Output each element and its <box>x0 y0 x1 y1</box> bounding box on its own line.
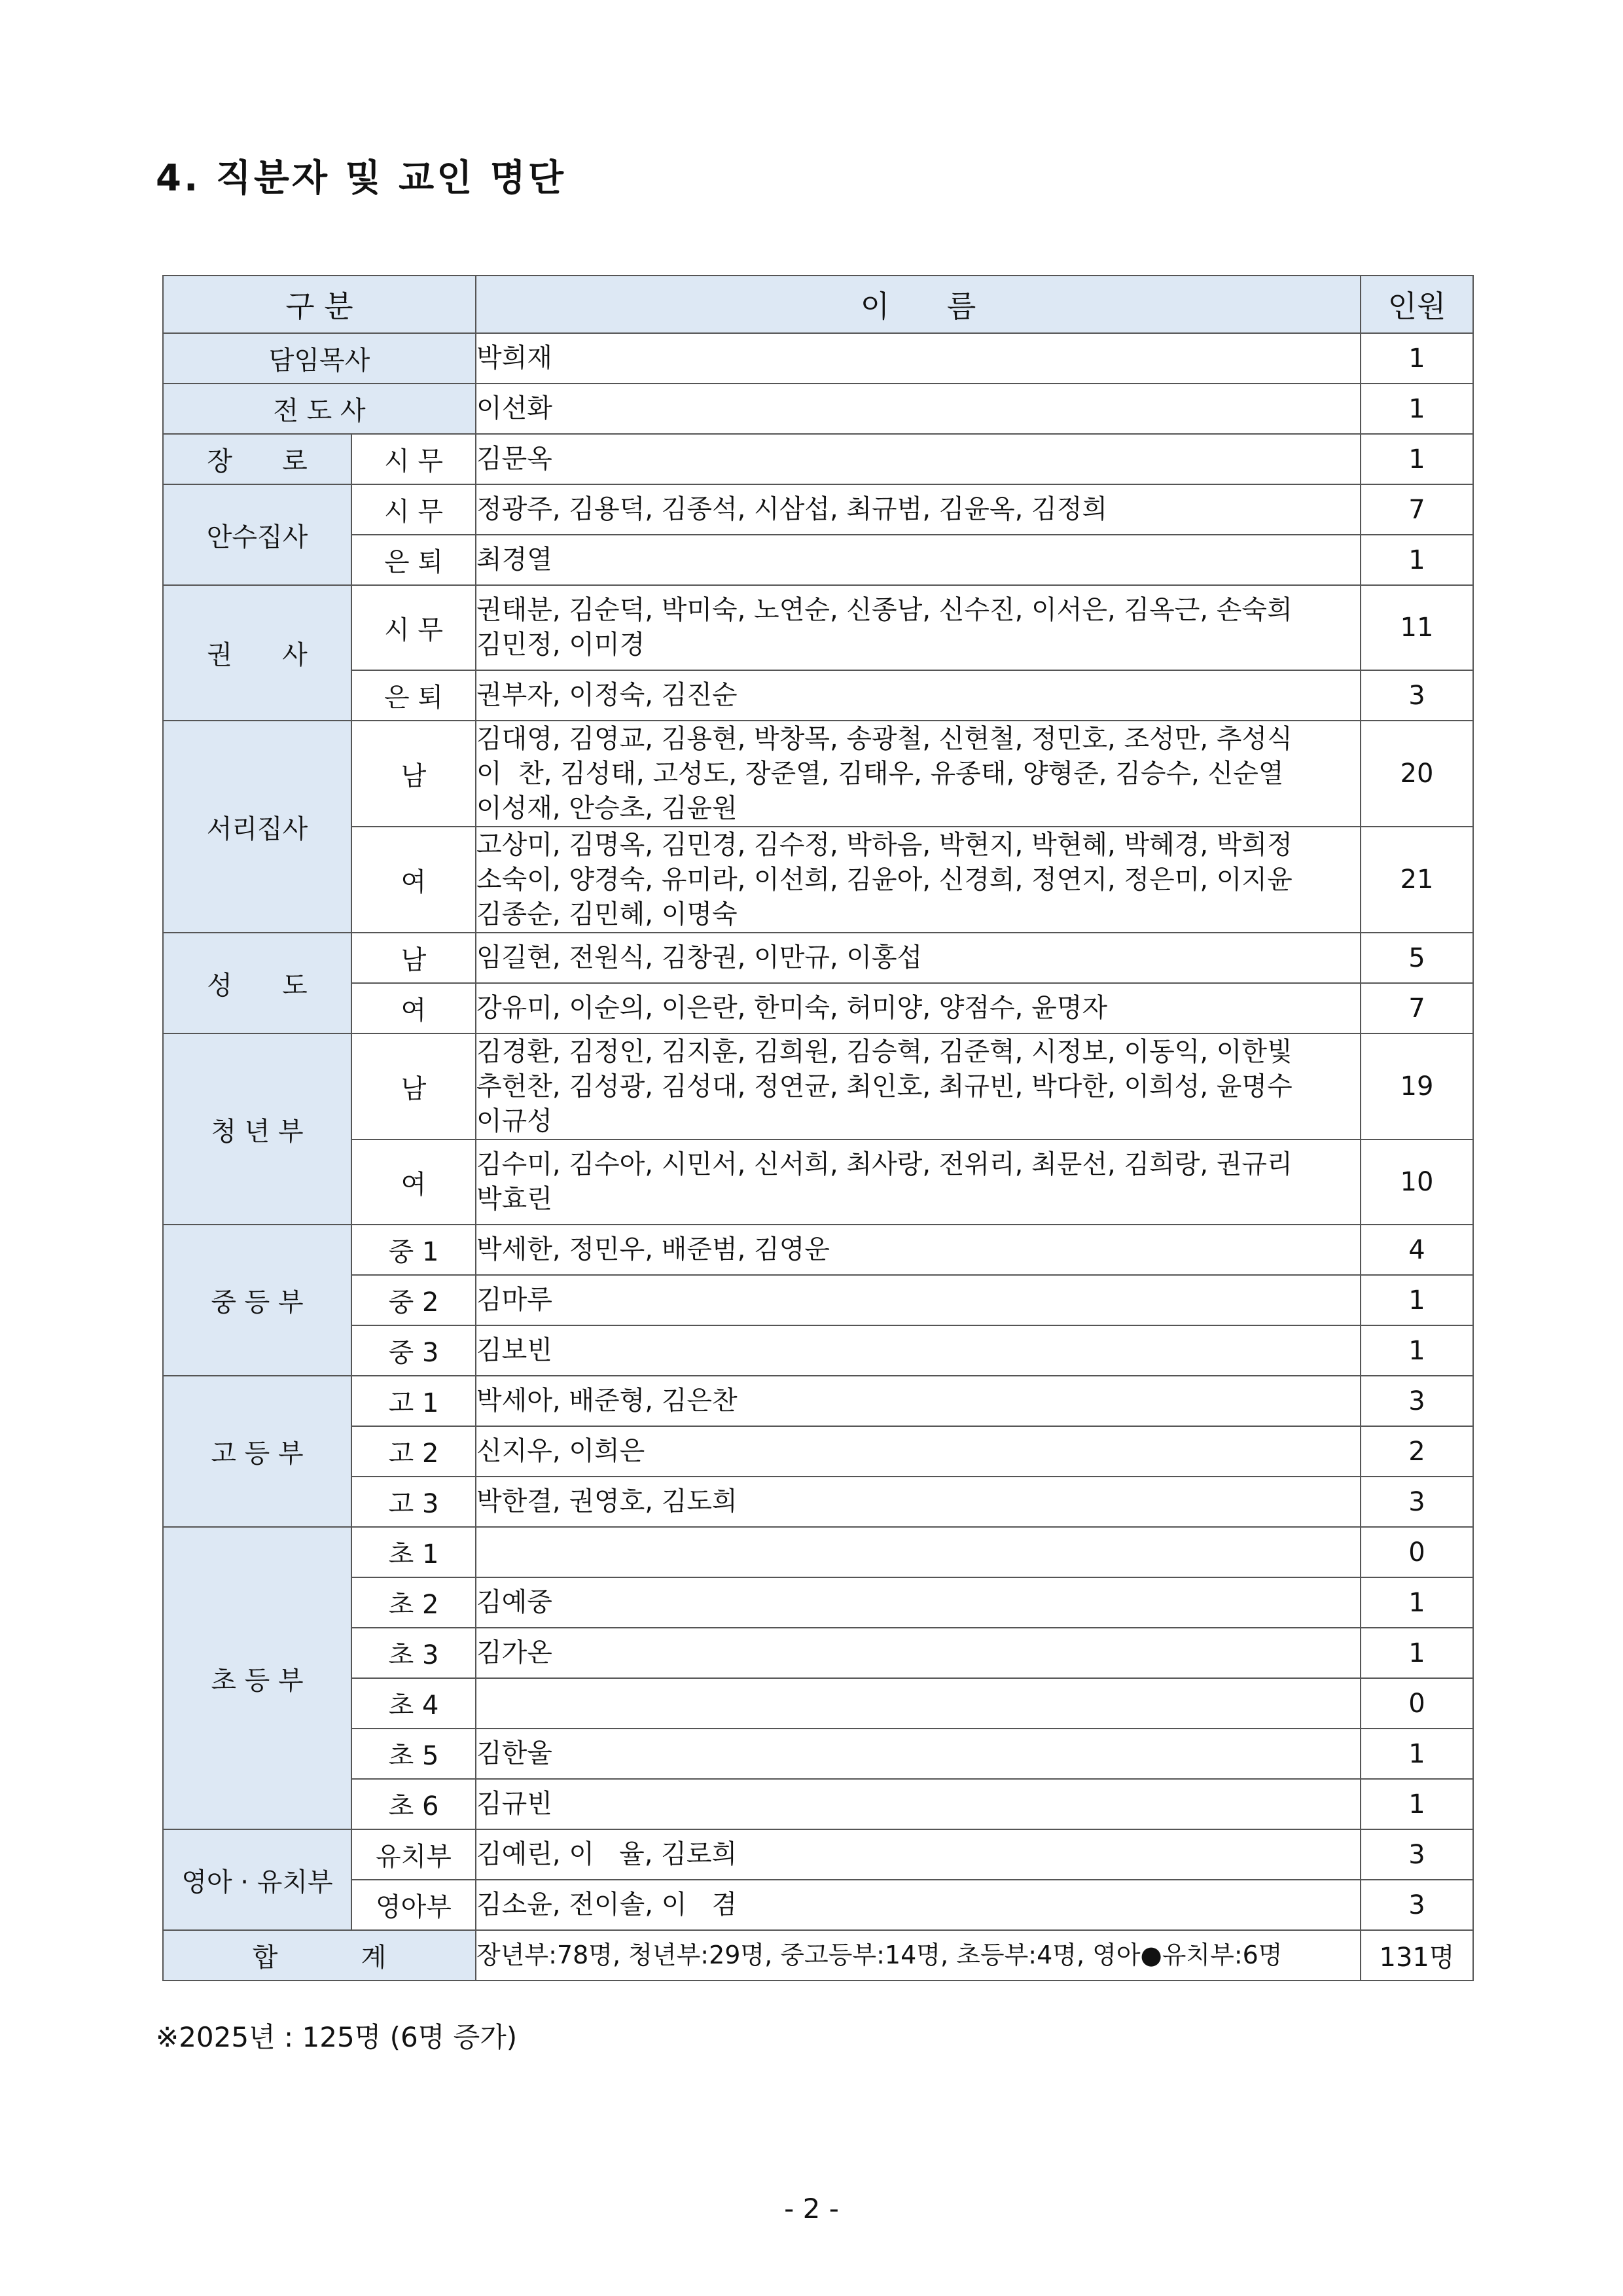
subcategory-cell: 시 무 <box>351 585 476 670</box>
table-header-row <box>163 276 1473 333</box>
names-cell <box>476 1139 1361 1225</box>
table-row <box>163 983 1473 1033</box>
names-cell: 최경열 <box>476 535 1361 585</box>
table-row <box>163 721 1473 827</box>
category-cell: 전 도 사 <box>163 384 476 434</box>
subcategory-cell: 고 2 <box>351 1426 476 1477</box>
category-cell: 담임목사 <box>163 333 476 384</box>
names-cell: 김예중 <box>476 1577 1361 1628</box>
total-count: 131명 <box>1361 1930 1473 1981</box>
count-cell: 3 <box>1361 1880 1473 1930</box>
count-cell: 1 <box>1361 333 1473 384</box>
subcategory-cell: 남 <box>351 721 476 827</box>
count-cell: 7 <box>1361 484 1473 535</box>
table-row <box>163 827 1473 933</box>
names-cell: 이선화 <box>476 384 1361 434</box>
table-row <box>163 333 1473 384</box>
count-cell: 5 <box>1361 933 1473 983</box>
header-category: 구 분 <box>163 276 476 333</box>
category-cell: 성 도 <box>163 933 351 1033</box>
total-breakdown: 장년부:78명, 청년부:29명, 중고등부:14명, 초등부:4명, 영아●유치부:6명 <box>476 1930 1361 1981</box>
count-cell: 4 <box>1361 1225 1473 1275</box>
count-cell: 1 <box>1361 535 1473 585</box>
count-cell: 1 <box>1361 434 1473 484</box>
table-row <box>163 484 1473 535</box>
category-cell: 중 등 부 <box>163 1225 351 1376</box>
names-cell: 박세한, 정민우, 배준범, 김영운 <box>476 1225 1361 1275</box>
names-line: 김대영, 김영교, 김용현, 박창목, 송광철, 신현철, 정민호, 조성만, 추성식 <box>476 723 1293 754</box>
table-row <box>163 1426 1473 1477</box>
count-cell: 11 <box>1361 585 1473 670</box>
table-row <box>163 1033 1473 1139</box>
category-cell: 안수집사 <box>163 484 351 585</box>
category-cell: 청 년 부 <box>163 1033 351 1225</box>
table-row <box>163 1729 1473 1779</box>
subcategory-cell: 유치부 <box>351 1829 476 1880</box>
names-cell: 김규빈 <box>476 1779 1361 1829</box>
table-row <box>163 1275 1473 1325</box>
subcategory-cell: 초 2 <box>351 1577 476 1628</box>
table-row <box>163 1225 1473 1275</box>
names-cell: 김한울 <box>476 1729 1361 1779</box>
names-cell: 신지우, 이희은 <box>476 1426 1361 1477</box>
count-cell: 3 <box>1361 1477 1473 1527</box>
table-row <box>163 434 1473 484</box>
count-cell: 0 <box>1361 1527 1473 1577</box>
subcategory-cell: 중 3 <box>351 1325 476 1376</box>
names-line: 이규성 <box>476 1105 552 1136</box>
total-row <box>163 1930 1473 1981</box>
total-label: 합 계 <box>163 1930 476 1981</box>
table-row <box>163 1628 1473 1678</box>
table-row <box>163 1779 1473 1829</box>
names-line: 김경환, 김정인, 김지훈, 김희원, 김승혁, 김준혁, 시정보, 이동익, 이한빛 <box>476 1036 1293 1067</box>
count-cell: 20 <box>1361 721 1473 827</box>
count-cell: 0 <box>1361 1678 1473 1729</box>
member-roster-table <box>162 275 1474 1981</box>
names-cell: 임길현, 전원식, 김창권, 이만규, 이홍섭 <box>476 933 1361 983</box>
subcategory-cell: 초 4 <box>351 1678 476 1729</box>
count-cell: 3 <box>1361 1376 1473 1426</box>
subcategory-cell: 고 3 <box>351 1477 476 1527</box>
names-cell: 권부자, 이정숙, 김진순 <box>476 670 1361 721</box>
names-cell: 김보빈 <box>476 1325 1361 1376</box>
subcategory-cell: 여 <box>351 983 476 1033</box>
subcategory-cell: 초 3 <box>351 1628 476 1678</box>
names-line: 김종순, 김민혜, 이명숙 <box>476 899 738 929</box>
table-row <box>163 1325 1473 1376</box>
names-line: 김민정, 이미경 <box>476 630 645 660</box>
subcategory-cell: 남 <box>351 1033 476 1139</box>
count-cell: 1 <box>1361 1577 1473 1628</box>
comparison-note: ※2025년 : 125명 (6명 증가) <box>156 2021 518 2053</box>
subcategory-cell: 중 2 <box>351 1275 476 1325</box>
subcategory-cell: 초 6 <box>351 1779 476 1829</box>
table-row <box>163 1678 1473 1729</box>
table-row <box>163 670 1473 721</box>
category-cell: 권 사 <box>163 585 351 721</box>
names-cell: 박세아, 배준형, 김은찬 <box>476 1376 1361 1426</box>
count-cell: 1 <box>1361 384 1473 434</box>
table-row <box>163 1829 1473 1880</box>
names-cell: 정광주, 김용덕, 김종석, 시삼섭, 최규범, 김윤옥, 김정희 <box>476 484 1361 535</box>
category-cell: 서리집사 <box>163 721 351 933</box>
table-row <box>163 1577 1473 1628</box>
table-row <box>163 1139 1473 1225</box>
page-title: 4. 직분자 및 교인 명단 <box>156 157 566 200</box>
names-cell <box>476 721 1361 827</box>
header-count: 인원 <box>1361 276 1473 333</box>
table-row <box>163 1880 1473 1930</box>
names-cell: 박희재 <box>476 333 1361 384</box>
subcategory-cell: 고 1 <box>351 1376 476 1426</box>
names-line: 박효린 <box>476 1184 552 1214</box>
count-cell: 1 <box>1361 1325 1473 1376</box>
names-line: 김수미, 김수아, 시민서, 신서희, 최사랑, 전위리, 최문선, 김희랑, 권규리 <box>476 1149 1293 1179</box>
names-cell <box>476 1527 1361 1577</box>
count-cell: 19 <box>1361 1033 1473 1139</box>
names-cell <box>476 585 1361 670</box>
count-cell: 21 <box>1361 827 1473 933</box>
table-row <box>163 384 1473 434</box>
count-cell: 2 <box>1361 1426 1473 1477</box>
names-line: 이 찬, 김성태, 고성도, 장준열, 김태우, 유종태, 양형준, 김승수, 신순열 <box>476 758 1284 789</box>
subcategory-cell: 은 퇴 <box>351 535 476 585</box>
table-row <box>163 1376 1473 1426</box>
header-names: 이 름 <box>476 276 1361 333</box>
names-cell <box>476 1033 1361 1139</box>
count-cell: 1 <box>1361 1729 1473 1779</box>
subcategory-cell: 여 <box>351 1139 476 1225</box>
names-cell: 김마루 <box>476 1275 1361 1325</box>
category-cell: 초 등 부 <box>163 1527 351 1829</box>
subcategory-cell: 중 1 <box>351 1225 476 1275</box>
subcategory-cell: 시 무 <box>351 434 476 484</box>
names-cell: 김가온 <box>476 1628 1361 1678</box>
table-row <box>163 585 1473 670</box>
count-cell: 1 <box>1361 1275 1473 1325</box>
subcategory-cell: 초 1 <box>351 1527 476 1577</box>
names-cell: 김문옥 <box>476 434 1361 484</box>
count-cell: 7 <box>1361 983 1473 1033</box>
table-row <box>163 1477 1473 1527</box>
count-cell: 3 <box>1361 670 1473 721</box>
table-row <box>163 535 1473 585</box>
subcategory-cell: 여 <box>351 827 476 933</box>
count-cell: 3 <box>1361 1829 1473 1880</box>
names-line: 소숙이, 양경숙, 유미라, 이선희, 김윤아, 신경희, 정연지, 정은미, 이지윤 <box>476 864 1293 895</box>
table-row <box>163 1527 1473 1577</box>
names-line: 추헌찬, 김성광, 김성대, 정연균, 최인호, 최규빈, 박다한, 이희성, 윤명수 <box>476 1071 1293 1102</box>
subcategory-cell: 은 퇴 <box>351 670 476 721</box>
subcategory-cell: 시 무 <box>351 484 476 535</box>
names-cell: 김소윤, 전이솔, 이 겸 <box>476 1880 1361 1930</box>
count-cell: 1 <box>1361 1628 1473 1678</box>
names-line: 권태분, 김순덕, 박미숙, 노연순, 신종남, 신수진, 이서은, 김옥근, 손숙희 <box>476 595 1293 625</box>
subcategory-cell: 초 5 <box>351 1729 476 1779</box>
names-cell: 강유미, 이순의, 이은란, 한미숙, 허미양, 양점수, 윤명자 <box>476 983 1361 1033</box>
names-cell <box>476 1678 1361 1729</box>
count-cell: 1 <box>1361 1779 1473 1829</box>
subcategory-cell: 영아부 <box>351 1880 476 1930</box>
category-cell: 고 등 부 <box>163 1376 351 1527</box>
names-cell: 김예린, 이 율, 김로희 <box>476 1829 1361 1880</box>
page-number: - 2 - <box>784 2193 839 2225</box>
category-cell: 장 로 <box>163 434 351 484</box>
table-row <box>163 933 1473 983</box>
count-cell: 10 <box>1361 1139 1473 1225</box>
names-cell <box>476 827 1361 933</box>
names-cell: 박한결, 권영호, 김도희 <box>476 1477 1361 1527</box>
subcategory-cell: 남 <box>351 933 476 983</box>
category-cell: 영아 · 유치부 <box>163 1829 351 1930</box>
names-line: 이성재, 안승초, 김윤원 <box>476 793 738 823</box>
names-line: 고상미, 김명옥, 김민경, 김수정, 박하음, 박현지, 박현혜, 박혜경, 박희정 <box>476 829 1293 860</box>
